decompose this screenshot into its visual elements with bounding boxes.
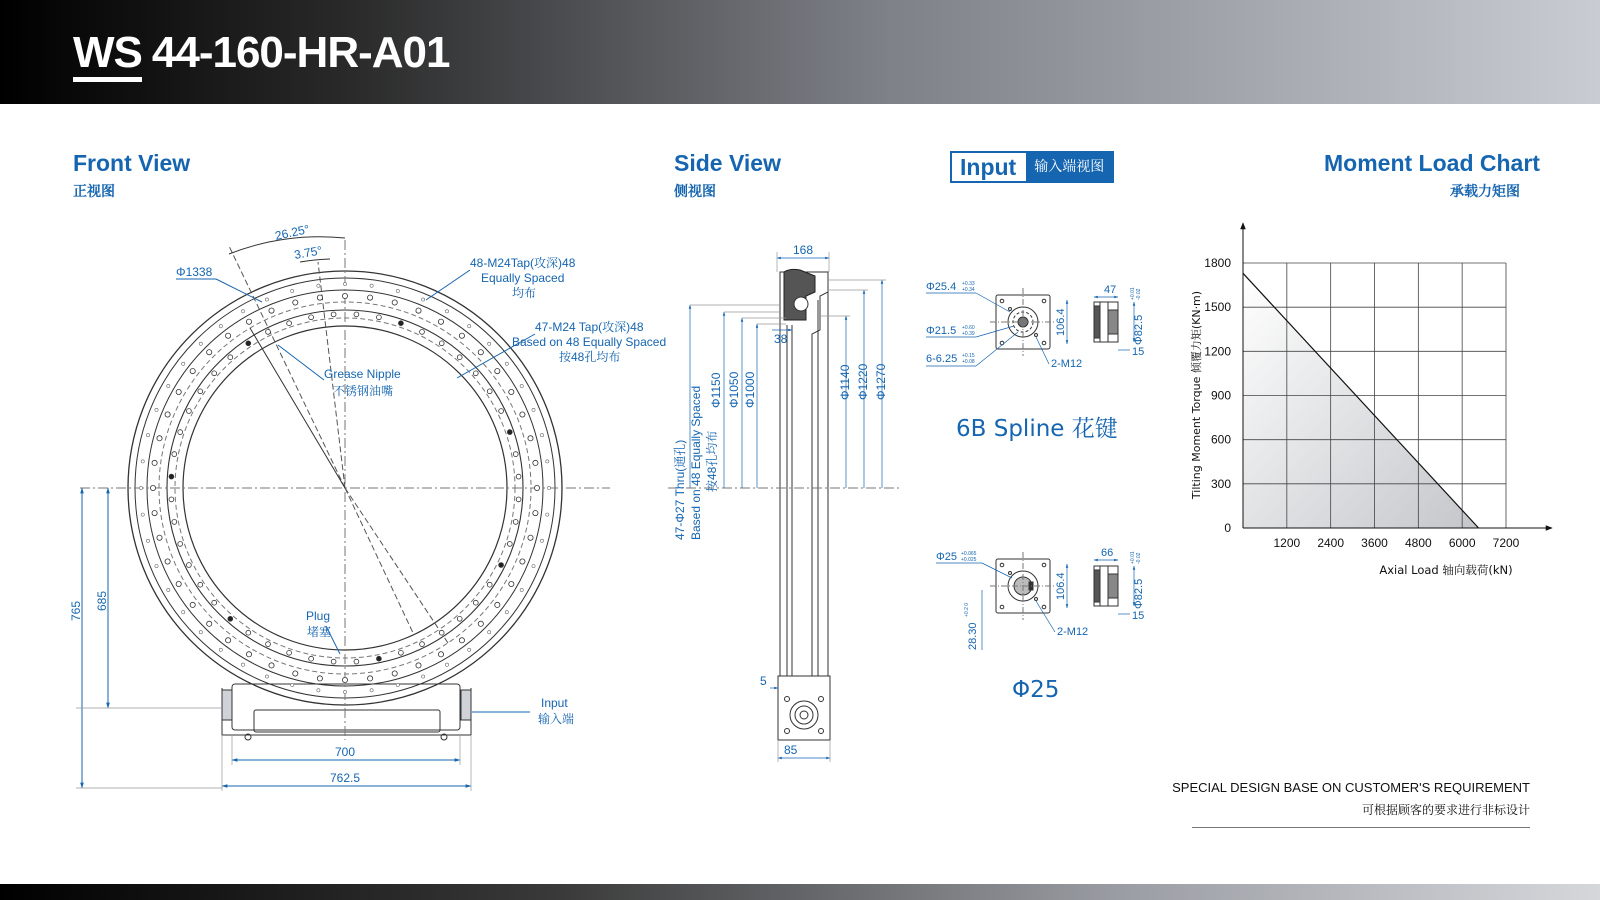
outer-hole: [532, 408, 535, 411]
bolt-hole: [293, 300, 298, 305]
chart-x-tick-label: 7200: [1492, 536, 1520, 550]
bolt-hole: [165, 412, 170, 417]
spline-d625: 6-6.25: [926, 353, 958, 365]
bolt-hole: [528, 535, 533, 540]
bolt-hole: [190, 602, 195, 607]
side-dim-38: 38: [774, 332, 788, 346]
angle-26-label: 26.25°: [273, 221, 311, 243]
bolt-hole: [176, 389, 181, 394]
outer-hole: [182, 611, 185, 614]
bolt-hole: [509, 581, 514, 586]
side-dim-168: 168: [793, 243, 814, 257]
bolt-hole: [513, 520, 518, 525]
grease-nipple-cn: 不锈钢油嘴: [333, 384, 394, 398]
bolt-hole: [478, 621, 483, 626]
chart-title: Moment Load Chart: [1324, 150, 1540, 176]
footer-bar: [0, 884, 1600, 900]
thru-line3: 按48孔均布: [705, 430, 719, 492]
bolt-hole: [499, 409, 504, 414]
bolt-hole: [178, 430, 183, 435]
outer-hole: [317, 689, 320, 692]
input-view-subtitle: 输入端视图: [1026, 153, 1112, 181]
outer-hole: [146, 539, 149, 542]
outer-hole: [540, 539, 543, 542]
front-view-annotations: [69, 222, 666, 791]
bolt-hole: [478, 350, 483, 355]
bolt-hole: [269, 663, 274, 668]
outer-hole: [265, 675, 268, 678]
bolt-hole: [207, 350, 212, 355]
bolt-hole: [439, 630, 444, 635]
bolt-hole: [439, 341, 444, 346]
bolt-hole: [459, 638, 464, 643]
outer-hole: [445, 663, 448, 666]
spline-caption: 6B Spline 花键: [956, 416, 1118, 442]
bolt-hole: [157, 436, 162, 441]
tap2-line1: 47-M24 Tap(攻深)48: [535, 320, 644, 334]
outer-hole: [468, 648, 471, 651]
bolt-hole: [287, 650, 292, 655]
bolt-hole: [169, 474, 174, 479]
side-dim-85: 85: [784, 743, 798, 757]
bolt-hole: [528, 436, 533, 441]
bolt-hole: [172, 452, 177, 457]
spline-input-drawing: [990, 288, 1118, 356]
bolt-hole: [377, 656, 382, 661]
outer-hole: [370, 689, 373, 692]
outer-hole: [155, 408, 158, 411]
side-dim-1000: Φ1000: [743, 371, 757, 408]
bolt-hole: [507, 542, 512, 547]
outer-hole: [343, 282, 346, 285]
bolt-hole: [198, 582, 203, 587]
shaft-input-drawing: [990, 552, 1118, 620]
chart-x-axis-label: Axial Load 轴向载荷(kN): [1379, 563, 1513, 577]
bolt-hole: [473, 600, 478, 605]
spline-d254-tol-up: +0.33: [962, 281, 975, 287]
bolt-hole: [516, 497, 521, 502]
special-design-note: SPECIAL DESIGN BASE ON CUSTOMER'S REQUIREMENT: [1172, 780, 1530, 795]
input-cn: 输入端: [538, 712, 575, 726]
outer-hole: [520, 588, 523, 591]
spline-d625-tol-up: +0.15: [962, 353, 975, 359]
plug-label: Plug: [306, 609, 331, 623]
bolt-hole: [457, 355, 462, 360]
bolt-hole: [438, 652, 443, 657]
bolt-hole: [509, 389, 514, 394]
outer-hole: [343, 690, 346, 693]
shaft-d66: 66: [1101, 547, 1114, 559]
chart-x-tick-label: 1200: [1273, 536, 1301, 550]
bolt-hole: [457, 616, 462, 621]
outer-hole: [317, 284, 320, 287]
moment-load-chart: [1189, 223, 1552, 577]
tap2-line3: 按48孔均布: [559, 350, 621, 364]
outer-hole: [422, 298, 425, 301]
spline-d1064: 106.4: [1055, 308, 1067, 336]
outer-hole: [396, 289, 399, 292]
bolt-hole: [152, 510, 157, 515]
chart-y-tick-label: 300: [1210, 476, 1231, 491]
spline-d215-tol-dn: +0.39: [962, 331, 975, 337]
side-dim-5: 5: [760, 674, 767, 688]
bolt-hole: [399, 650, 404, 655]
angle-3-label: 3.75°: [293, 243, 324, 262]
shaft-d25-tol-dn: +0.025: [961, 557, 977, 563]
bolt-hole: [399, 321, 404, 326]
shaft-d15: 15: [1132, 610, 1145, 622]
bolt-hole: [534, 485, 539, 490]
bolt-hole: [198, 389, 203, 394]
outer-hole: [241, 310, 244, 313]
shaft-d2830-tol: +0.2 0: [964, 602, 970, 617]
bolt-hole: [392, 671, 397, 676]
bolt-hole: [420, 330, 425, 335]
outer-hole: [241, 663, 244, 666]
bolt-hole: [354, 659, 359, 664]
dia-1338-label: Φ1338: [176, 265, 213, 279]
bolt-hole: [228, 616, 233, 621]
outer-hole: [265, 298, 268, 301]
bolt-hole: [416, 308, 421, 313]
bolt-hole: [516, 474, 521, 479]
bolt-hole: [473, 371, 478, 376]
bolt-hole: [246, 319, 251, 324]
front-view-drawing: [80, 237, 610, 740]
outer-hole: [167, 384, 170, 387]
outer-hole: [291, 683, 294, 686]
bolt-hole: [317, 295, 322, 300]
bolt-hole: [513, 452, 518, 457]
bolt-hole: [487, 389, 492, 394]
outer-hole: [199, 631, 202, 634]
bolt-hole: [152, 460, 157, 465]
bolt-hole: [331, 312, 336, 317]
shaft-d2830: 28.30: [967, 622, 979, 650]
outer-hole: [370, 284, 373, 287]
bolt-hole: [342, 677, 347, 682]
tap1-line1: 48-M24Tap(攻深)48: [470, 256, 576, 270]
outer-hole: [141, 513, 144, 516]
shaft-d1064: 106.4: [1055, 572, 1067, 600]
tap2-line2: Based on 48 Equally Spaced: [512, 335, 667, 349]
shaft-d825-tol-up: +0.01: [1130, 551, 1136, 564]
bolt-hole: [293, 671, 298, 676]
bolt-hole: [309, 656, 314, 661]
note-divider: [1192, 827, 1530, 828]
bolt-hole: [226, 638, 231, 643]
dim-700: 700: [335, 745, 356, 759]
outer-hole: [291, 289, 294, 292]
bolt-hole: [226, 333, 231, 338]
spline-d215-tol-up: +0.60: [962, 325, 975, 331]
bolt-hole: [266, 642, 271, 647]
shaft-d825: Φ82.5: [1133, 578, 1145, 609]
side-dim-1220: Φ1220: [856, 363, 870, 400]
spline-m12: 2-M12: [1051, 358, 1083, 370]
outer-hole: [547, 486, 550, 489]
spline-d15: 15: [1132, 346, 1145, 358]
outer-hole: [182, 362, 185, 365]
shaft-caption: Φ25: [1012, 677, 1060, 703]
outer-hole: [155, 565, 158, 568]
bolt-hole: [342, 293, 347, 298]
spline-d625-tol-dn: +0.08: [962, 359, 975, 365]
bolt-hole: [520, 412, 525, 417]
bolt-hole: [459, 333, 464, 338]
tap1-line3: 均布: [512, 286, 537, 300]
outer-hole: [167, 588, 170, 591]
grease-nipple-label: Grease Nipple: [324, 367, 401, 381]
side-view-subtitle: 侧视图: [674, 184, 716, 200]
outer-hole: [546, 513, 549, 516]
outer-hole: [141, 460, 144, 463]
spline-d825-tol-up: +0.01: [1130, 287, 1136, 300]
bolt-hole: [287, 321, 292, 326]
chart-subtitle: 承载力矩图: [1450, 184, 1520, 200]
outer-hole: [146, 434, 149, 437]
bolt-hole: [228, 355, 233, 360]
spline-d47: 47: [1104, 284, 1117, 296]
shaft-d25-tol-up: +0.065: [961, 551, 977, 557]
input-label: Input: [541, 696, 568, 710]
outer-hole: [488, 631, 491, 634]
bolt-hole: [309, 315, 314, 320]
bolt-hole: [187, 409, 192, 414]
outer-hole: [540, 434, 543, 437]
bolt-hole: [368, 295, 373, 300]
shaft-m12: 2-M12: [1057, 626, 1089, 638]
spline-d825-tol-dn: -0.02: [1136, 288, 1142, 300]
outer-hole: [546, 460, 549, 463]
bolt-hole: [172, 520, 177, 525]
bolt-hole: [392, 300, 397, 305]
bolt-hole: [269, 308, 274, 313]
bolt-hole: [368, 676, 373, 681]
dim-762: 762.5: [330, 771, 361, 785]
spline-d254: Φ25.4: [926, 281, 957, 293]
bolt-hole: [533, 510, 538, 515]
outer-hole: [505, 611, 508, 614]
chart-x-tick-label: 3600: [1361, 536, 1388, 550]
bolt-hole: [487, 582, 492, 587]
plug-cn: 堵塞: [307, 625, 332, 639]
dim-685: 685: [95, 590, 109, 611]
bolt-hole: [507, 430, 512, 435]
chart-y-tick-label: 1200: [1204, 344, 1231, 359]
bolt-hole: [331, 659, 336, 664]
bolt-hole: [190, 369, 195, 374]
front-view-title: Front View: [73, 150, 191, 176]
front-view-subtitle: 正视图: [73, 184, 115, 200]
bolt-hole: [438, 319, 443, 324]
bolt-hole: [150, 485, 155, 490]
chart-x-tick-label: 6000: [1448, 536, 1476, 550]
spline-d825: Φ82.5: [1133, 314, 1145, 345]
side-dim-1270: Φ1270: [874, 363, 888, 400]
bolt-hole: [169, 497, 174, 502]
bolt-hole: [520, 559, 525, 564]
spline-d254-tol-dn: +0.34: [962, 287, 975, 293]
shaft-d825-tol-dn: -0.02: [1136, 552, 1142, 564]
side-dim-1050: Φ1050: [727, 371, 741, 408]
input-view-title: Input: [952, 153, 1026, 181]
outer-hole: [219, 648, 222, 651]
outer-hole: [532, 565, 535, 568]
chart-x-tick-label: 4800: [1404, 536, 1432, 550]
thru-line1: 47-Φ27 Thru(通孔): [673, 439, 687, 540]
dim-765: 765: [69, 600, 83, 621]
bolt-hole: [212, 600, 217, 605]
thru-line2: Based on 48 Equally Spaced: [689, 385, 703, 540]
bolt-hole: [246, 630, 251, 635]
outer-hole: [139, 486, 142, 489]
bolt-hole: [246, 341, 251, 346]
chart-y-tick-label: 1800: [1204, 256, 1231, 270]
bolt-hole: [354, 312, 359, 317]
chart-y-tick-label: 900: [1210, 388, 1231, 403]
special-design-note-cn: 可根据顾客的要求进行非标设计: [1361, 803, 1530, 817]
bolt-hole: [495, 602, 500, 607]
outer-hole: [422, 675, 425, 678]
outer-hole: [520, 384, 523, 387]
outer-hole: [396, 683, 399, 686]
chart-x-tick-label: 2400: [1317, 536, 1345, 550]
bolt-hole: [499, 563, 504, 568]
bolt-hole: [178, 542, 183, 547]
bolt-hole: [377, 315, 382, 320]
tap1-line2: Equally Spaced: [481, 271, 565, 285]
outer-hole: [488, 342, 491, 345]
bolt-hole: [317, 676, 322, 681]
bolt-hole: [176, 581, 181, 586]
outer-hole: [445, 310, 448, 313]
bolt-hole: [212, 371, 217, 376]
bolt-hole: [495, 369, 500, 374]
chart-y-tick-label: 1500: [1204, 300, 1231, 315]
outer-hole: [505, 362, 508, 365]
bolt-hole: [533, 460, 538, 465]
outer-hole: [219, 325, 222, 328]
bolt-hole: [420, 642, 425, 647]
model-prefix: WS: [73, 31, 142, 82]
side-dim-1150: Φ1150: [709, 372, 723, 408]
bolt-hole: [187, 563, 192, 568]
outer-hole: [468, 325, 471, 328]
bolt-hole: [165, 559, 170, 564]
bolt-hole: [207, 621, 212, 626]
side-view-title: Side View: [674, 150, 781, 176]
bolt-hole: [157, 535, 162, 540]
chart-y-tick-label: 600: [1210, 432, 1231, 447]
spline-d215: Φ21.5: [926, 325, 957, 337]
chart-y-axis-label: Tilting Moment Torque 倾覆力矩(KN·m): [1190, 290, 1203, 500]
bolt-hole: [416, 663, 421, 668]
model-code: 44-160-HR-A01: [151, 28, 450, 77]
side-dim-1140: Φ1140: [838, 364, 852, 400]
chart-y-tick-label: 0: [1224, 521, 1231, 535]
shaft-d25: Φ25: [936, 551, 958, 563]
bolt-hole: [266, 330, 271, 335]
outer-hole: [199, 342, 202, 345]
bolt-hole: [246, 652, 251, 657]
